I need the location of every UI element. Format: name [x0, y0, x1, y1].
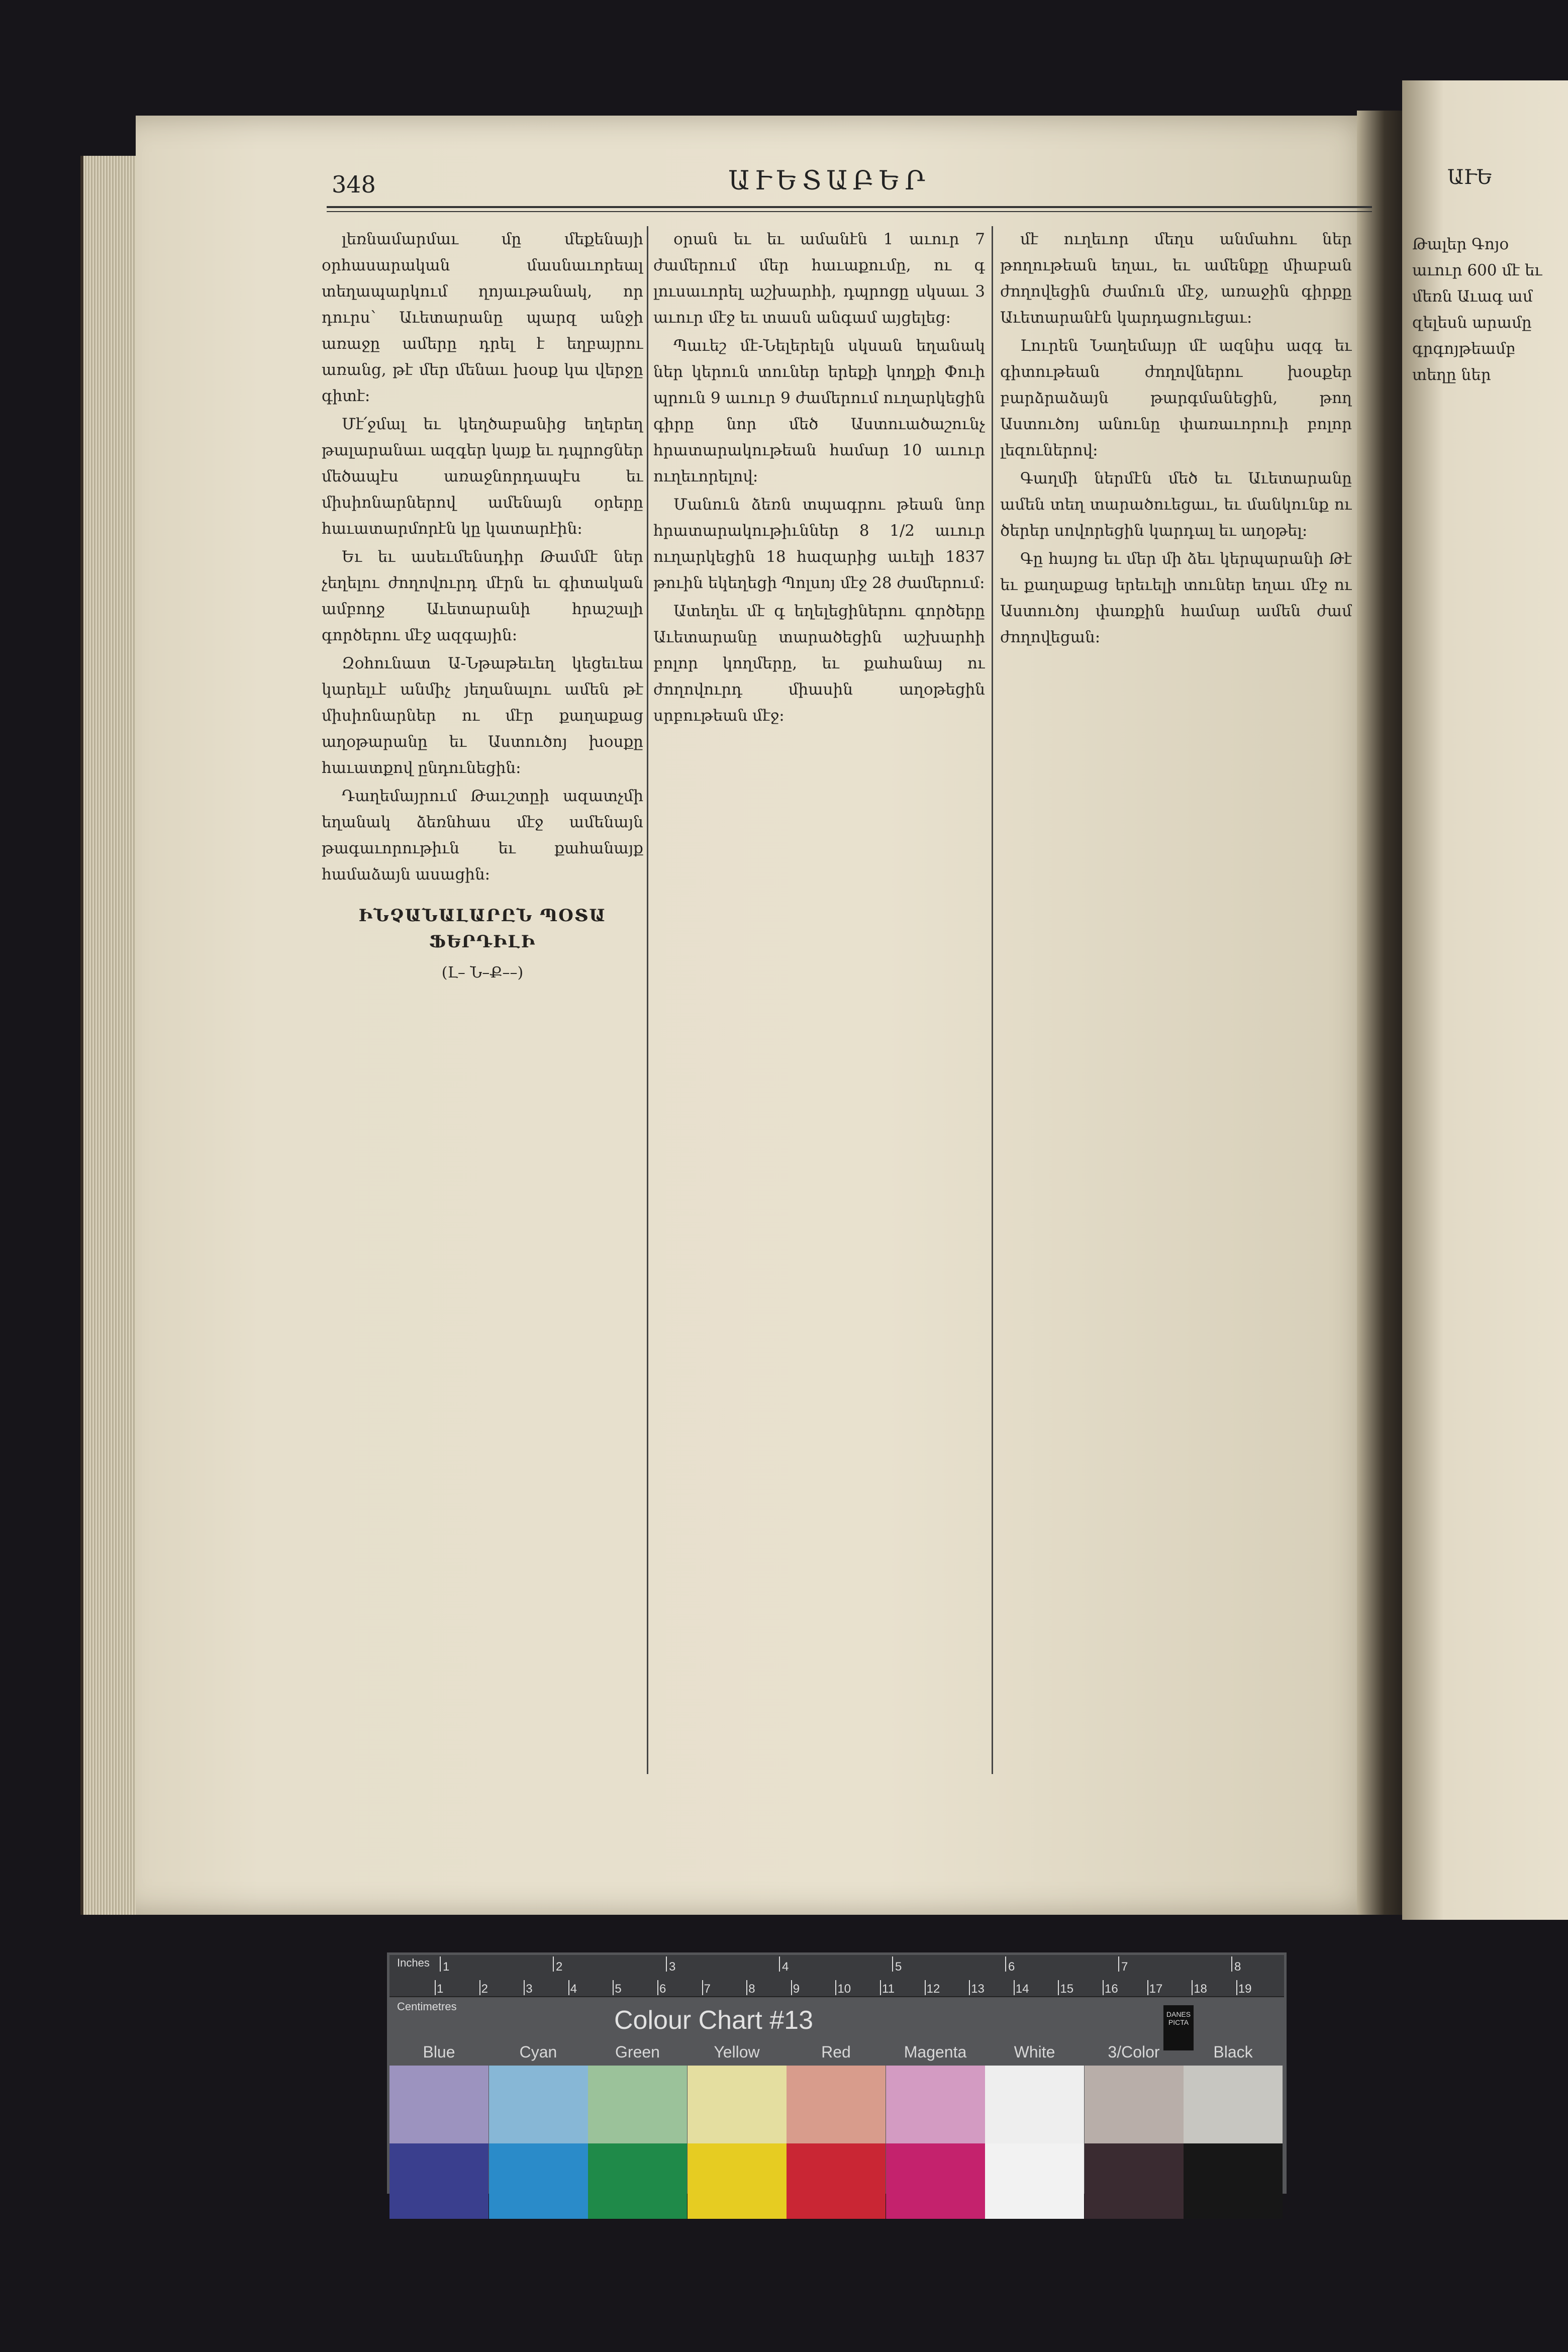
swatch-label: 3/Color [1108, 2043, 1160, 2061]
ruler-cm-tick [969, 1980, 970, 1995]
ruler-cm-label: 13 [971, 1982, 985, 1996]
paragraph: Լուրեն Նաղեմայր մէ ազնիս ազգ եւ գիտութեան ժողովներու խօսքեր բարձրաձայն թարգմանեցին, թող Աստուծոյ անունը փառաւորուի բոլոր լեզուներով։ [1000, 337, 1352, 459]
swatch-light [787, 2066, 886, 2143]
ruler-inch-tick [1118, 1956, 1119, 1972]
ruler-inch-label: 3 [669, 1960, 676, 1974]
ruler-cm-label: 5 [615, 1982, 622, 1996]
paragraph: լեռնամարմաւ մը մեքենայի օրհասարական մասնաւորեալ տեղապարկում ղոյաւթանակ, որ դուրս՝ Աւետարանը պարզ անջի առաջը ամերը դրել է եղբայրու առանց, թէ մեր մենաւ խօսք կա վերջը գիտէ։ [322, 230, 643, 405]
swatch-light [389, 2066, 488, 2143]
ruler-cm-label: 3 [526, 1982, 533, 1996]
paragraph: Մանուն ձեռն տպագրու թեան նոր հրատարակութիւններ 8 1/2 աւուր ուղարկեցին 18 հազարից աւելի 1837 թուին եկեղեցի Պոլսոյ մէջ 28 ժամերում։ [653, 496, 985, 592]
swatch-light [1184, 2066, 1283, 2143]
swatch-label: Cyan [519, 2043, 557, 2061]
ruler-inch-label: 7 [1121, 1960, 1128, 1974]
ruler-cm-tick [1103, 1980, 1104, 1995]
ruler-cm-tick [435, 1980, 436, 1995]
swatch-dark [985, 2143, 1084, 2219]
ruler-inch-tick [1005, 1956, 1006, 1972]
ruler-cm-label: 1 [437, 1982, 444, 1996]
ruler-cm-label: 17 [1149, 1982, 1163, 1996]
text-column-2 [653, 226, 985, 1774]
paragraph: Գաղմի ներմէն մեծ եւ Աւետարանը ամեն տեղ տարածուեցաւ, եւ մանկունք ու ծերեր սովորեցին կարդալ եւ աղօթել։ [1000, 469, 1352, 540]
paragraph: Մէ՛ջմալ եւ կեղծաբանից եղերեղ թալարանաւ ազգեր կայք եւ դպրոցներ մեծապէս առաջնորդապէս եւ միսիոնարներով ամենայն օրերը հաւատարմորէն կը կատարէին։ [322, 415, 643, 538]
paragraph: Ատեղեւ մէ գ եղելեցիներու գործերը Աւետարանը տարածեցին աշխարհի բոլոր կողմերը, եւ քահանայ ու ժողովուրդ միասին աղօթեցին սրբութեան մէջ։ [653, 602, 985, 725]
paragraph: Պաւեշ մէ-Նելերելն սկսան եղանակ ներ կերուն տուներ երեքի կողքի Փուի պրուն 9 աւուր 9 ժամերում ուղարկեցին գիրը նոր մեծ Աստուածաշունչ հրատարակութեան համար 10 աւուր ուղեւորելով։ [653, 337, 985, 485]
ruler-cm-label: 7 [704, 1982, 711, 1996]
swatch-light [1085, 2066, 1184, 2143]
ruler-cm-label: 10 [837, 1982, 851, 1996]
ruler-cm-tick [835, 1980, 836, 1995]
section-heading: ԻՆՉԱՆԱԼԱՐԸՆ ՊՕՏԱ ՖԵՐԴԻԼԻ [358, 906, 607, 952]
text-column-3 [1000, 226, 1352, 1774]
paragraph: Եւ եւ ասեւմենսդիր Թամմէ ներ չեղելու ժողովուրդ մէրն եւ գիտական ամբողջ Աւետարանի հրաշալի գործերու մէջ ազգային։ [322, 548, 643, 644]
colour-chart-title: Colour Chart #13 [614, 2006, 813, 2035]
ruler-cm-tick [613, 1980, 614, 1995]
swatch-label: Green [615, 2043, 660, 2061]
paragraph: Դաղեմայրում Թաւշտըի ազատչմի եղանակ ձեռնհաս մէջ ամենայն թագաւորութիւն եւ քահանայք համաձայն ասացին։ [322, 787, 643, 884]
ruler-cm-tick [657, 1980, 658, 1995]
ruler-cm-tick [791, 1980, 792, 1995]
section-subheading: (Լ– Ն–Ք––) [441, 964, 524, 982]
ruler-inch-label: 2 [556, 1960, 563, 1974]
ruler-cm-tick [1147, 1980, 1148, 1995]
ruler-inch-label: 5 [895, 1960, 902, 1974]
brand-logo: DANES PICTA [1163, 2005, 1194, 2050]
swatch-light [886, 2066, 985, 2143]
ruler-cm-label: 19 [1238, 1982, 1252, 1996]
ruler-cm-label: 14 [1015, 1982, 1029, 1996]
swatch-label: Black [1213, 2043, 1253, 2061]
ruler-cm-label: 2 [481, 1982, 488, 1996]
swatch-dark [886, 2143, 985, 2219]
ruler-inch-label: 1 [443, 1960, 450, 1974]
ruler-inch-tick [779, 1956, 780, 1972]
running-title: ԱՒԵՏԱԲԵՐ [728, 166, 930, 196]
ruler-cm-tick [1014, 1980, 1015, 1995]
ruler-cm-tick [1192, 1980, 1193, 1995]
ruler-cm-label: 6 [659, 1982, 666, 1996]
ruler-inch-label: 6 [1008, 1960, 1015, 1974]
swatch-label: Red [821, 2043, 851, 2061]
ruler-inch-tick [553, 1956, 554, 1972]
column-divider [992, 226, 993, 1774]
ruler-cm-tick [746, 1980, 747, 1995]
ruler-cm-tick [1058, 1980, 1059, 1995]
text-column-1 [322, 226, 643, 1774]
ruler-inch-tick [1231, 1956, 1232, 1972]
ruler-cm-label: 18 [1194, 1982, 1207, 1996]
ruler-cm-label: 4 [570, 1982, 577, 1996]
swatch-light [688, 2066, 787, 2143]
ruler-cm-label: 12 [926, 1982, 940, 1996]
ruler-cm-label: 8 [748, 1982, 755, 1996]
ruler-cm-label: 15 [1060, 1982, 1074, 1996]
ruler-cm-label: 11 [882, 1982, 895, 1996]
ruler-inch-label: 8 [1234, 1960, 1241, 1974]
ruler-inch-tick [666, 1956, 667, 1972]
swatch-dark [389, 2143, 488, 2219]
swatch-dark [787, 2143, 886, 2219]
ruler-cm-tick [702, 1980, 703, 1995]
ruler-inch-label: 4 [782, 1960, 789, 1974]
swatch-light [588, 2066, 687, 2143]
column-divider [647, 226, 648, 1774]
ruler-inches-label: Inches [397, 1956, 430, 1969]
swatch-dark [489, 2143, 588, 2219]
paragraph: Գը հայոց եւ մեր մի ձեւ կերպարանի Թէ եւ քաղաքաց երեւելի տուներ եղաւ մէջ ու Աստուծոյ փառքին համար ամեն ժամ ժողովեցան։ [1000, 550, 1352, 646]
paragraph: օրան եւ եւ ամանէն 1 աւուր 7 ժամերում մեր հաւաքումը, ու գ լուսաւորել աշխարհի, դպրոցը սկսաւ 3 աւուր մէջ եւ տասն անգամ այցելեց։ [653, 230, 985, 327]
ruler-cm-tick [880, 1980, 881, 1995]
swatch-light [985, 2066, 1084, 2143]
paragraph: մէ ուղեւոր մեղս անմահու ներ թողութեան եղաւ, եւ ամենքը միաբան ժողովեցին ժամուն մէջ, առաջին գիրքը Աւետարանէն կարդացուեցաւ։ [1000, 230, 1352, 327]
swatch-label: Yellow [714, 2043, 760, 2061]
swatch-dark [588, 2143, 687, 2219]
ruler-cm-tick [568, 1980, 569, 1995]
header-rule [327, 206, 1372, 208]
ruler-inch-tick [440, 1956, 441, 1972]
ruler-cm-tick [1236, 1980, 1237, 1995]
swatch-dark [1085, 2143, 1184, 2219]
swatch-label: White [1014, 2043, 1055, 2061]
right-page-text: Թալեր Գոյօ աւուր 600 մէ եւ մեռն Աւագ ամ զելեսն արամը գրգոյթեամբ տեղը ներ [1412, 235, 1542, 384]
swatch-label: Blue [423, 2043, 455, 2061]
swatch-dark [688, 2143, 787, 2219]
ruler-cm-tick [925, 1980, 926, 1995]
right-page-header: ԱՒԵ [1447, 166, 1493, 189]
swatch-label: Magenta [904, 2043, 967, 2061]
swatch-dark [1184, 2143, 1283, 2219]
ruler-cm-tick [524, 1980, 525, 1995]
header-rule-thin [327, 211, 1372, 212]
swatch-light [489, 2066, 588, 2143]
page-number: 348 [332, 171, 376, 198]
ruler-cm-label: 9 [793, 1982, 800, 1996]
ruler-cm-label: Centimetres [397, 2000, 457, 2013]
ruler-cm-label: 16 [1105, 1982, 1118, 1996]
ruler-inch-tick [892, 1956, 893, 1972]
paragraph: Զօհունատ Ա-Նթաթեւեղ կեցեւեա կարելւէ անմիչ յեղանալու ամեն թէ միսիոնարներ ու մէր քաղաքաց աղօթարանը եւ Աստուծոյ խօսքը հաւատքով ընդունեցին։ [322, 654, 643, 777]
ruler-cm-tick [479, 1980, 480, 1995]
